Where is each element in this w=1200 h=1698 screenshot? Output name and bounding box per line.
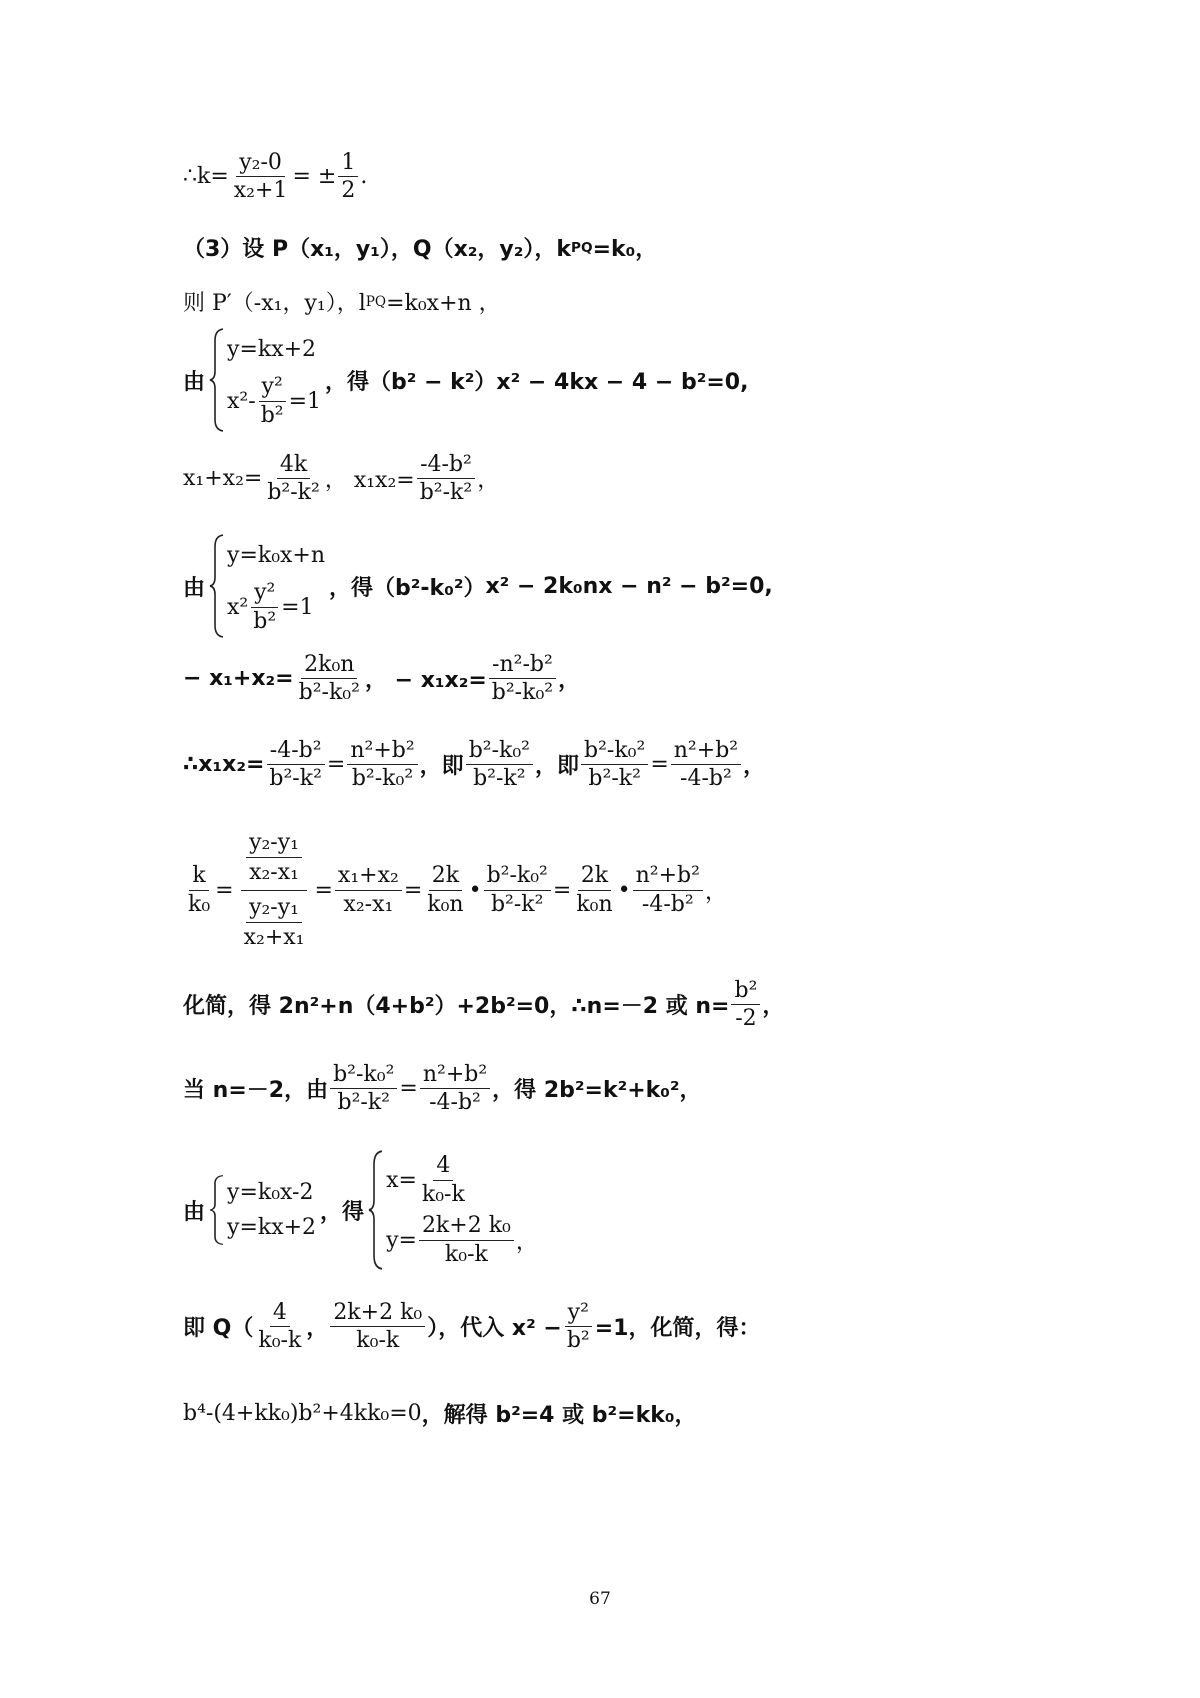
denominator: b²-k₀²: [351, 766, 414, 792]
denominator: -4-b²: [429, 1090, 481, 1116]
equals-one: =1: [288, 388, 322, 414]
x-squared: x²: [227, 594, 249, 620]
vieta-1-line: [183, 452, 499, 506]
denominator: b²-k²: [588, 766, 641, 792]
denominator: k₀-k: [444, 1241, 488, 1267]
denominator: b²-k₀²: [298, 680, 360, 706]
fraction: [231, 150, 291, 204]
fraction: [250, 580, 279, 634]
fraction: [489, 652, 556, 706]
result-pre: [329, 571, 485, 602]
denominator: 2: [341, 178, 356, 204]
q-mid: ），代入 x² −: [427, 1316, 562, 1342]
denominator: -2: [735, 1006, 757, 1032]
equation-system-1: [209, 328, 321, 432]
fraction: [671, 738, 741, 792]
final-result: ，解得 b²=4 或 b²=kk₀，: [421, 1403, 697, 1428]
numerator: y²: [565, 1300, 592, 1327]
fraction: [633, 863, 703, 917]
fraction: [564, 1300, 593, 1354]
final-line: [183, 1398, 697, 1429]
fraction: [484, 863, 551, 917]
numerator: -4-b²: [267, 738, 325, 765]
product-lhs: ， − x₁x₂=: [364, 668, 487, 694]
you-label: 由: [183, 575, 206, 601]
denominator: b²-k²: [267, 480, 320, 506]
numerator: y²: [251, 580, 278, 607]
numerator: 4: [433, 1153, 453, 1180]
numerator: b²: [731, 978, 760, 1005]
multiply-dot: •: [468, 877, 482, 903]
denominator: b²-k₀²: [491, 680, 554, 706]
fraction: [417, 452, 476, 506]
equals: =: [314, 877, 333, 903]
you-label: 由: [183, 1199, 206, 1225]
fraction: [241, 893, 308, 953]
numerator: y₂-y₁: [246, 828, 302, 858]
comma: ，: [306, 1316, 329, 1342]
system-row: y=k₀x-2: [227, 1180, 314, 1205]
case-n-line: [183, 1062, 702, 1116]
denominator: -4-b²: [641, 891, 694, 917]
relation-line: [183, 738, 765, 792]
q-post: =1，化简，得：: [594, 1316, 761, 1342]
system-row: [227, 374, 321, 428]
system-2-line: [183, 534, 773, 638]
system-row: [386, 1213, 538, 1267]
denominator: k₀n: [576, 891, 613, 917]
system-row: y=kx+2: [227, 1215, 317, 1240]
numerator: -n²-b²: [489, 652, 556, 679]
product-lhs: ， x₁x₂=: [324, 468, 415, 494]
numerator: 2k: [429, 863, 462, 890]
numerator: 2k: [578, 863, 611, 890]
fraction: [420, 1062, 490, 1116]
fraction: [330, 1300, 425, 1354]
fraction: [264, 452, 323, 506]
left-brace-icon: [209, 534, 225, 638]
numerator: y²: [259, 374, 286, 401]
eq-k-slope: [183, 150, 367, 204]
part3-text: （3）设 P（x₁，y₁），Q（x₂，y₂），k: [183, 237, 572, 262]
reflected-point-line: [183, 286, 501, 317]
numerator: b²-k₀²: [466, 738, 533, 765]
fraction: [258, 374, 287, 428]
numerator: 4k: [277, 452, 310, 479]
denominator: b²-k²: [490, 891, 544, 917]
denominator: k₀: [188, 891, 211, 917]
fraction: [424, 863, 466, 917]
numerator: n²+b²: [420, 1062, 490, 1089]
x-squared-minus: x²-: [227, 388, 256, 414]
fraction: [419, 1213, 514, 1267]
comma: ，: [743, 754, 766, 780]
fraction: [419, 1153, 468, 1207]
quartic-equation: b⁴-(4+kk₀)b²+4kk₀=0: [183, 1401, 422, 1426]
denominator: x₂+x₁: [243, 924, 305, 950]
denominator: x₂+1: [233, 178, 288, 204]
then-p-text: 则 P′（-x₁，y₁），l: [183, 291, 366, 316]
comma: ，: [515, 1229, 538, 1255]
case-text: 当 n=－2，由: [183, 1078, 329, 1104]
equals: =: [399, 1076, 418, 1102]
result-equation: ，得（b² − k²）x² − 4kx − 4 − b²=0,: [325, 369, 749, 395]
system-1-line: [183, 328, 748, 432]
denominator: b²-k²: [419, 480, 473, 506]
numerator: n²+b²: [671, 738, 741, 765]
numerator: b²-k₀²: [484, 863, 551, 890]
ji-text: ，即: [419, 754, 464, 780]
point-q-line: [183, 1300, 760, 1354]
denominator: b²: [253, 608, 277, 634]
denominator: [236, 891, 313, 955]
numerator: b²-k₀²: [330, 1062, 397, 1089]
fraction: [246, 828, 302, 888]
equals: =: [326, 752, 346, 778]
fraction-k-over-k0: [185, 863, 213, 917]
de-text: ，得: [320, 1199, 365, 1225]
multiply-dot: •: [617, 877, 631, 903]
solution-system: [368, 1150, 538, 1270]
numerator: -4-b²: [417, 452, 475, 479]
denominator: b²: [566, 1328, 590, 1354]
y-equals: y=: [386, 1227, 417, 1253]
page-number: 67: [589, 1589, 611, 1609]
fraction: [347, 738, 417, 792]
x-equals: x=: [386, 1167, 417, 1193]
q-pre: 即 Q（: [183, 1316, 254, 1342]
numerator: 4: [270, 1300, 290, 1327]
fraction: [255, 1300, 304, 1354]
fraction: [335, 863, 402, 917]
comma: ，: [558, 668, 581, 694]
system-row: [386, 1153, 538, 1207]
ji-text: ，即: [535, 754, 580, 780]
denominator: k₀-k: [258, 1328, 302, 1354]
numerator: n²+b²: [347, 738, 417, 765]
numerator: 2k+2 k₀: [330, 1300, 425, 1327]
left-brace-icon: [209, 328, 225, 432]
equation-system-2: [209, 534, 325, 638]
simplify-text: 化简，得 2n²+n（4+b²）+2b²=0，∴n=－2 或 n=: [183, 994, 730, 1020]
system-row: [227, 580, 325, 634]
left-brace-icon: [368, 1150, 384, 1270]
equals: =: [650, 752, 669, 778]
sum-lhs: − x₁+x₂=: [183, 666, 294, 692]
k-equals: k=: [197, 164, 229, 190]
fraction: [731, 978, 760, 1032]
you-label: 由: [183, 369, 206, 395]
fraction: [330, 1062, 397, 1116]
then-p-tail: =k₀x+n ，: [386, 291, 501, 316]
numerator: 2k+2 k₀: [419, 1213, 514, 1240]
left-brace-icon: [209, 1175, 225, 1245]
therefore-symbol: ∴: [183, 164, 197, 190]
numerator: 2k₀n: [301, 652, 357, 679]
fraction: [581, 738, 648, 792]
system-row: y=k₀x+n: [227, 542, 326, 568]
denominator: b²-k²: [337, 1090, 390, 1116]
numerator: y₂-y₁: [246, 893, 302, 923]
equals: =: [552, 877, 572, 903]
denominator: -4-b²: [680, 766, 732, 792]
fraction: [266, 738, 325, 792]
numerator: b²-k₀²: [581, 738, 648, 765]
ratio-line: [183, 826, 727, 954]
result-tail: x² − 2k₀nx − n² − b²=0,: [485, 573, 773, 599]
result-pre-text: ，得（b²-k₀²）: [329, 575, 486, 601]
eq-pm: = ±: [292, 164, 337, 190]
part3-tail: =k₀，: [592, 237, 658, 262]
case-result: ，得 2b²=k²+k₀²，: [492, 1078, 702, 1104]
numerator: 1: [338, 150, 358, 177]
denominator: k₀n: [427, 891, 464, 917]
fraction: [466, 738, 533, 792]
numerator: [241, 826, 307, 891]
denominator: k₀-k: [421, 1181, 465, 1207]
equals-one: =1: [281, 594, 314, 620]
system-3-line: [183, 1150, 542, 1270]
subscript-pq: PQ: [365, 293, 387, 310]
comma: ，: [704, 879, 727, 905]
denominator: x₂-x₁: [343, 891, 394, 917]
denominator: x₂-x₁: [249, 860, 299, 886]
comma: ，: [762, 994, 785, 1020]
sum-lhs: x₁+x₂=: [183, 466, 263, 492]
denominator: b²: [260, 402, 284, 428]
subscript-pq: PQ: [571, 239, 593, 256]
lhs: ∴x₁x₂=: [183, 752, 265, 778]
denominator: k₀-k: [356, 1328, 400, 1354]
fraction: [296, 652, 363, 706]
period: .: [360, 164, 368, 190]
denominator: b²-k²: [473, 766, 526, 792]
numerator: n²+b²: [633, 863, 703, 890]
simplify-line: [183, 978, 784, 1032]
equals: =: [215, 877, 234, 903]
part3-setup: [183, 232, 657, 263]
denominator: b²-k²: [269, 766, 322, 792]
vieta-2-line: [183, 652, 580, 706]
numerator: x₁+x₂: [335, 863, 402, 890]
equals: =: [403, 877, 423, 903]
numerator: k: [189, 863, 208, 890]
comma: ，: [477, 468, 500, 494]
equation-system-3: [209, 1175, 316, 1245]
fraction: [573, 863, 615, 917]
fraction-half: [338, 150, 358, 204]
compound-fraction: [236, 826, 313, 954]
system-row: y=kx+2: [227, 336, 317, 362]
numerator: y₂-0: [236, 150, 285, 177]
